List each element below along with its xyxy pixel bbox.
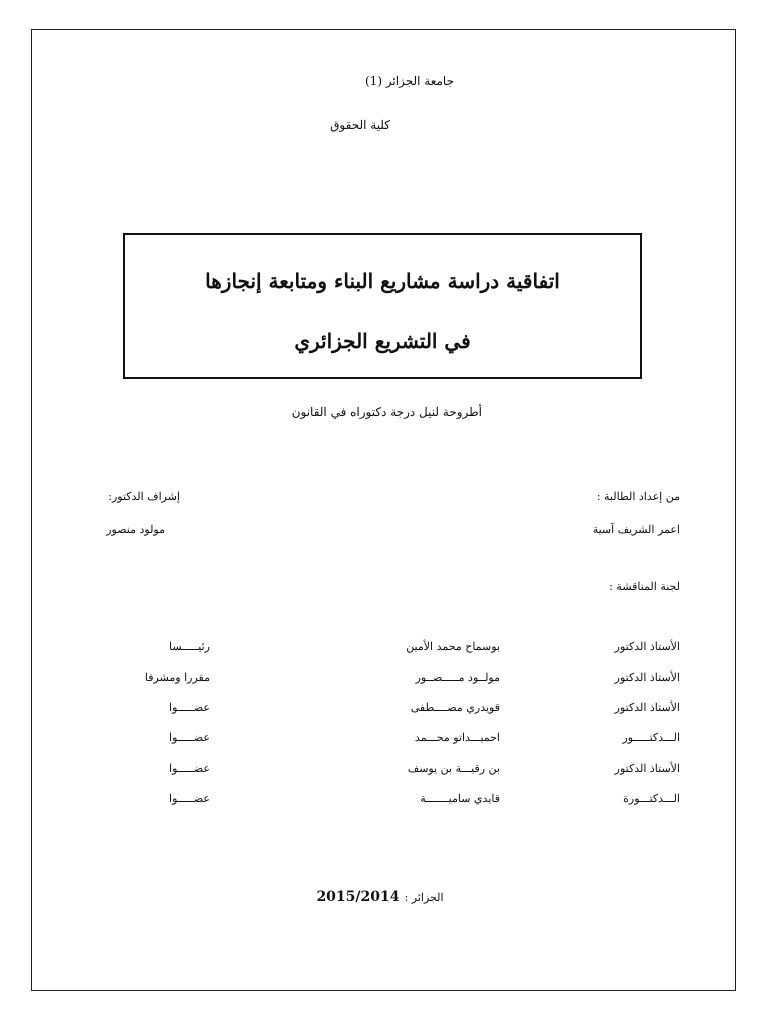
supervisor-name: مولود منصور	[106, 523, 165, 536]
supervisor-label: إشراف الدكتور:	[108, 490, 180, 503]
member-title: الـــدكتـــورة	[623, 792, 680, 805]
member-title: الأستاذ الدكتور	[614, 640, 680, 653]
faculty-name: كلية الحقوق	[330, 118, 390, 132]
member-role: عضـــــوا	[169, 701, 210, 714]
member-title: الـــدكتـــــور	[622, 731, 680, 744]
thesis-title-line2: في التشريع الجزائري	[294, 329, 471, 353]
member-name: قويدري مصــــطفى	[410, 701, 500, 714]
footer-year: 2015/2014	[316, 889, 400, 905]
member-role: عضـــــوا	[169, 792, 210, 805]
member-role: مقررا ومشرفا	[144, 671, 210, 684]
member-name: احميـــداتو محـــمد	[414, 731, 500, 744]
thesis-subtitle: أطروحة لنيل درجة دكتوراه في القانون	[291, 405, 482, 419]
title-box	[123, 233, 642, 379]
student-label: من إعداد الطالبة :	[596, 490, 680, 503]
footer-place-year	[300, 886, 460, 905]
student-name: اعمر الشريف آسية	[592, 523, 680, 536]
committee-label: لجنة المناقشة :	[609, 580, 680, 593]
thesis-title-line1: اتفاقية دراسة مشاريع البناء ومتابعة إنجازها	[205, 269, 560, 293]
member-name: مولــود مـــــصــور	[415, 671, 500, 684]
member-name: بن رقيـــة بن يوسف	[407, 762, 500, 775]
member-title: الأستاذ الدكتور	[614, 762, 680, 775]
member-title: الأستاذ الدكتور	[614, 701, 680, 714]
member-role: عضـــــوا	[169, 762, 210, 775]
member-role: رئيـــــسا	[169, 640, 210, 653]
member-role: عضـــــوا	[169, 731, 210, 744]
university-name: جامعة الجزائر (1)	[364, 74, 454, 88]
member-name: بوسماح محمد الأمين	[406, 640, 500, 653]
footer-place: الجزائر :	[404, 891, 444, 904]
member-name: قايدي ساميـــــــة	[420, 792, 500, 805]
member-title: الأستاذ الدكتور	[614, 671, 680, 684]
page-frame	[31, 29, 736, 991]
